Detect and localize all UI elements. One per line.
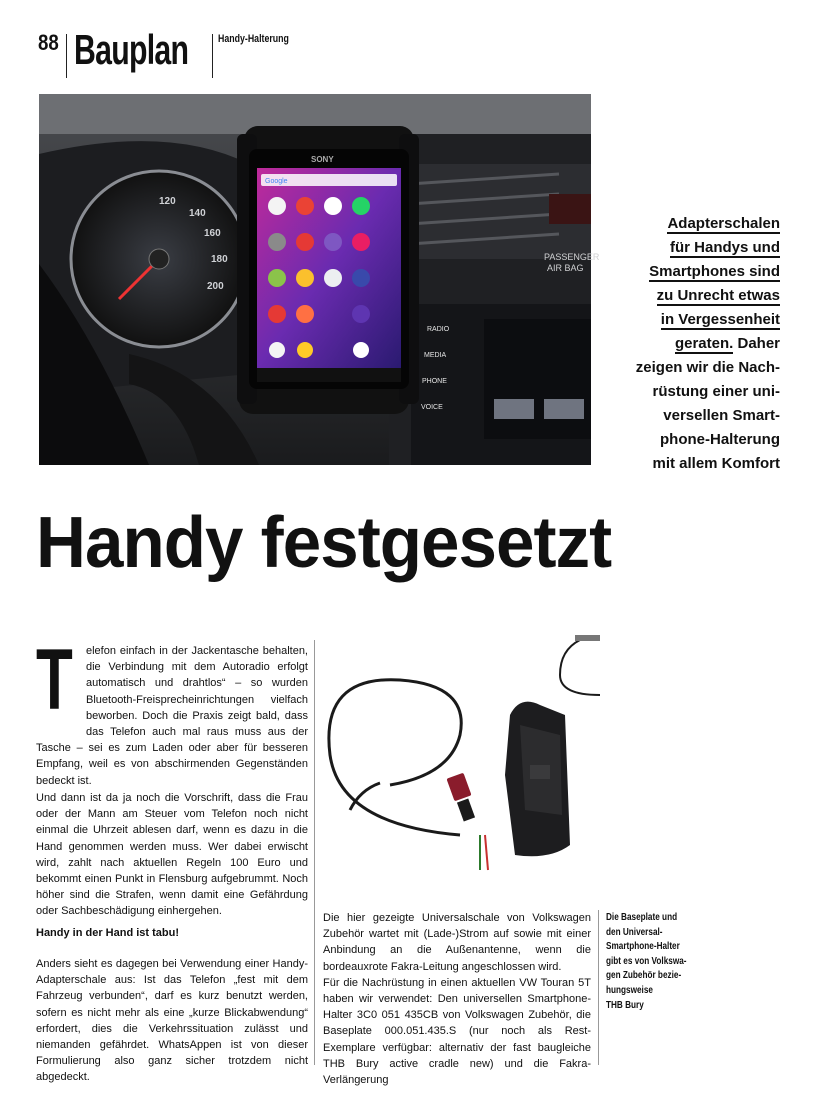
section-subtitle: Handy-Halterung — [218, 33, 289, 45]
photo-caption — [606, 911, 687, 1013]
callout-line: geraten. — [674, 335, 734, 352]
caption-line: Die Baseplate und — [606, 912, 678, 923]
column-rule — [314, 640, 315, 1065]
intro-text: elefon einfach in der Jackentasche behalten, die Verbindung mit dem Autoradio erfolgt automatisch und drahtlos“ – so wurden Bluetooth-Freisprecheinrichtungen vielfach beworben. Doch die Praxis zeigt bald, dass das Telefon auch mal raus muss aus der Tasche – sei es zum Laden oder aber für besseren Empfang, weil es von abschirmenden Gegenständen bedeckt ist. — [36, 645, 308, 787]
column-rule — [598, 910, 599, 1065]
caption-line: gibt es von Volkswa- — [606, 955, 687, 967]
callout-line: in Vergessenheit — [660, 311, 780, 328]
header-divider — [212, 34, 213, 78]
page-number: 88 — [38, 30, 59, 55]
label-phone: PHONE — [422, 378, 447, 385]
label-radio: RADIO — [427, 326, 450, 333]
callout-line: zu Unrecht etwas — [656, 287, 780, 304]
section-title: Bauplan — [74, 26, 189, 73]
subheading: Handy in der Hand ist tabu! — [36, 927, 180, 939]
callout-line: Smartphones sind — [649, 263, 780, 280]
caption-line: gen Zubehör bezie- — [606, 970, 682, 982]
phone-brand: SONY — [311, 155, 334, 164]
photo-car-dashboard — [39, 94, 600, 465]
gauge-120: 120 — [159, 196, 176, 207]
callout-line: Adapterschalen — [667, 215, 780, 232]
gauge-200: 200 — [207, 281, 224, 292]
gauge-160: 160 — [204, 228, 221, 239]
intro-callout — [610, 212, 780, 476]
photo-products — [320, 635, 600, 905]
callout-line: für Handys und — [669, 239, 780, 256]
gauge-180: 180 — [211, 254, 228, 265]
caption-line: THB Bury — [606, 999, 644, 1011]
caption-line: hungsweise — [606, 984, 653, 996]
label-passenger: PASSENGER — [544, 252, 600, 262]
drop-cap: T — [36, 632, 73, 728]
callout-line: zeigen wir die Nach- — [635, 359, 780, 376]
paragraph-1: Und dann ist da ja noch die Vorschrift, dass die Frau oder der Mann am Steuer vom Telefon noch nicht einmal die Uhrzeit ablesen darf, wenn es dazu in die Hand genommen werden muss. Wer dabei erwischt wird, zahlt nach aktuellen Regeln 100 Euro und bekommt einen Punkt in Flensburg aufgebrummt. Noch höher sind die Strafen, wenn damit eine Gefährdung oder Sachbeschädigung einhergehen. — [36, 792, 308, 918]
callout-line: rüstung einer uni- — [652, 383, 780, 400]
callout-line: mit allem Komfort — [652, 455, 780, 472]
paragraph-4: Für die Nachrüstung in einen aktuellen VW Touran 5T haben wir verwendet: Den universellen Smartphone-Halter 3C0 051 435CB von Volkswagen Zubehör, die Baseplate 000.051.435.S (nur noch als Rest-Exemplare verfügbar: alternativ der fast baugleiche THB Bury active cradle new) und die Fakra-Verlängerung — [323, 976, 591, 1087]
header-divider — [66, 34, 67, 78]
google-label: Google — [265, 178, 288, 185]
label-media: MEDIA — [424, 352, 447, 359]
label-airbag: AIR BAG — [547, 263, 584, 273]
callout-line: versellen Smart- — [663, 407, 780, 424]
caption-line: den Universal- — [606, 926, 663, 938]
headline: Handy festgesetzt — [36, 503, 612, 583]
callout-line: phone-Halterung — [660, 431, 780, 448]
gauge-140: 140 — [189, 208, 206, 219]
paragraph-3: Die hier gezeigte Universalschale von Volkswagen Zubehör wartet mit (Lade-)Strom auf sowie mit einer Anbindung an die Außenantenne, wenn die bordeauxrote Fakra-Leitung angeschlossen wird. — [323, 912, 591, 973]
paragraph-2: Anders sieht es dagegen bei Verwendung einer Handy-Adapterschale aus: Ist das Telefon „fest mit dem Fahrzeug verbunden“, darf es kurz benutzt werden, sofern es nicht mehr als eine „kurze Blickabwendung“ erfordert, dies die Verkehrssituation zulässt und niemanden gefährdet. WhatsAppen ist von dieser Formulierung also ganz sicher trotzdem nicht abgedeckt. — [36, 958, 308, 1084]
intro-paragraph — [36, 643, 308, 789]
column-2-text — [323, 910, 591, 1088]
callout-line: Daher — [733, 335, 780, 352]
label-voice: VOICE — [421, 404, 443, 411]
caption-line: Smartphone-Halter — [606, 941, 680, 953]
